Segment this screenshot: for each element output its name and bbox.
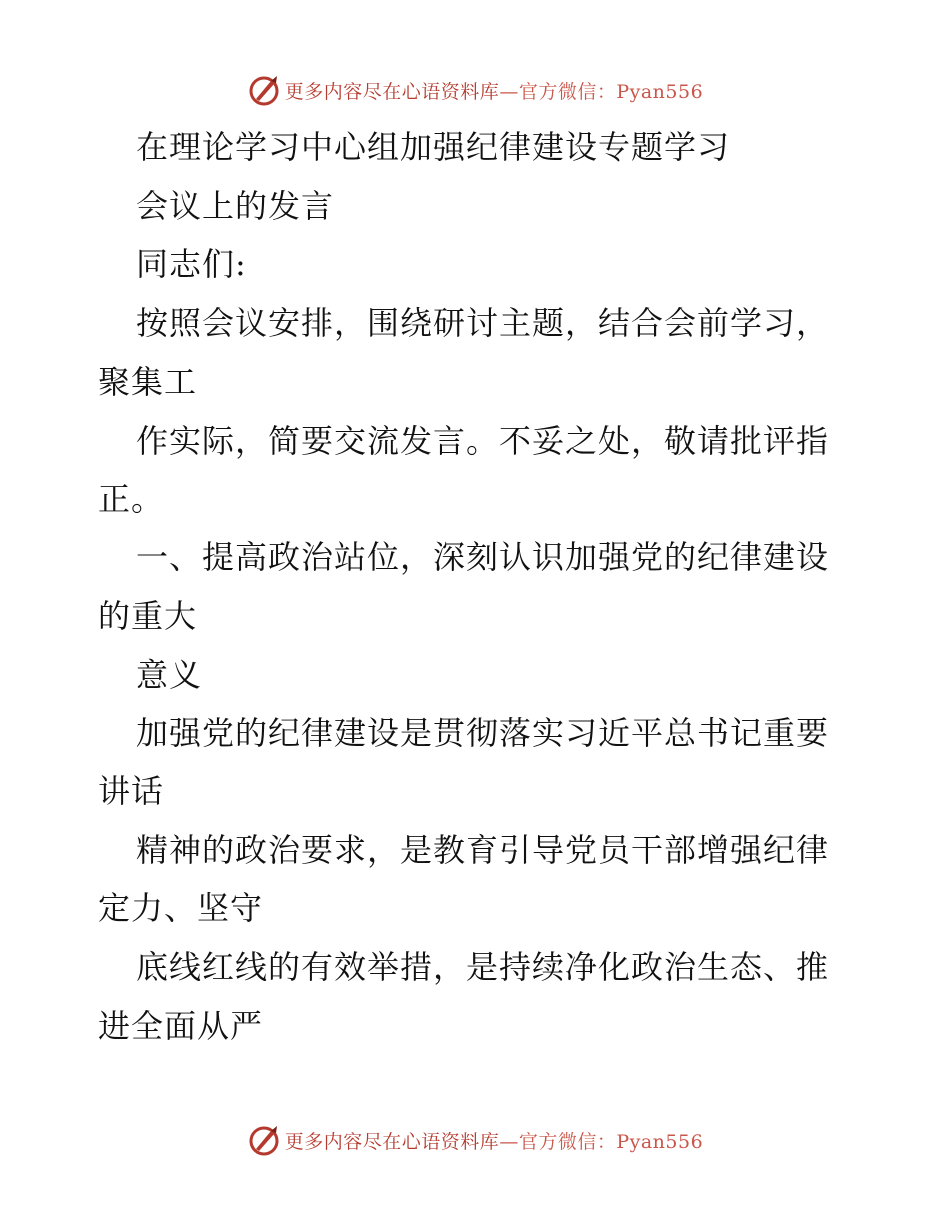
paragraph-line: 底线红线的有效举措，是持续净化政治生态、推	[136, 948, 830, 986]
paragraph-line: 作实际，简要交流发言。不妥之处，敬请批评指	[136, 422, 830, 460]
section-heading-line: 的重大	[98, 597, 198, 635]
document-title-line-1: 在理论学习中心组加强纪律建设专题学习	[136, 128, 731, 166]
paragraph-line: 按照会议安排，围绕研讨主题，结合会前学习，	[136, 304, 830, 342]
salutation: 同志们:	[136, 245, 247, 283]
watermark-wechat-id: Pyan556	[616, 80, 704, 103]
watermark-separator: —	[499, 1130, 519, 1153]
paragraph-line: 定力、坚守	[98, 889, 264, 927]
watermark-site-name: 更多内容尽在心语资料库	[284, 80, 500, 103]
paragraph-line: 正。	[98, 480, 165, 518]
watermark-official-label: 官方微信：	[518, 1130, 617, 1153]
watermark-text	[285, 1127, 703, 1154]
paragraph-line: 精神的政治要求，是教育引导党员干部增强纪律	[136, 831, 830, 869]
section-heading-line: 一、提高政治站位，深刻认识加强党的纪律建设	[136, 538, 830, 576]
paragraph-line: 聚集工	[98, 363, 198, 401]
paragraph-line: 讲话	[98, 772, 165, 810]
paragraph-line: 进全面从严	[98, 1007, 264, 1045]
watermark-wechat-id: Pyan556	[616, 1130, 704, 1153]
quill-seal-icon	[247, 1123, 281, 1157]
document-title-line-2: 会议上的发言	[136, 187, 335, 225]
watermark-text	[285, 77, 703, 104]
header-watermark	[0, 70, 950, 110]
quill-seal-icon	[247, 73, 281, 107]
footer-watermark	[0, 1120, 950, 1160]
section-heading-line: 意义	[136, 656, 203, 694]
paragraph-line: 加强党的纪律建设是贯彻落实习近平总书记重要	[136, 714, 830, 752]
watermark-official-label: 官方微信：	[518, 80, 617, 103]
watermark-separator: —	[499, 80, 519, 103]
watermark-site-name: 更多内容尽在心语资料库	[284, 1130, 500, 1153]
